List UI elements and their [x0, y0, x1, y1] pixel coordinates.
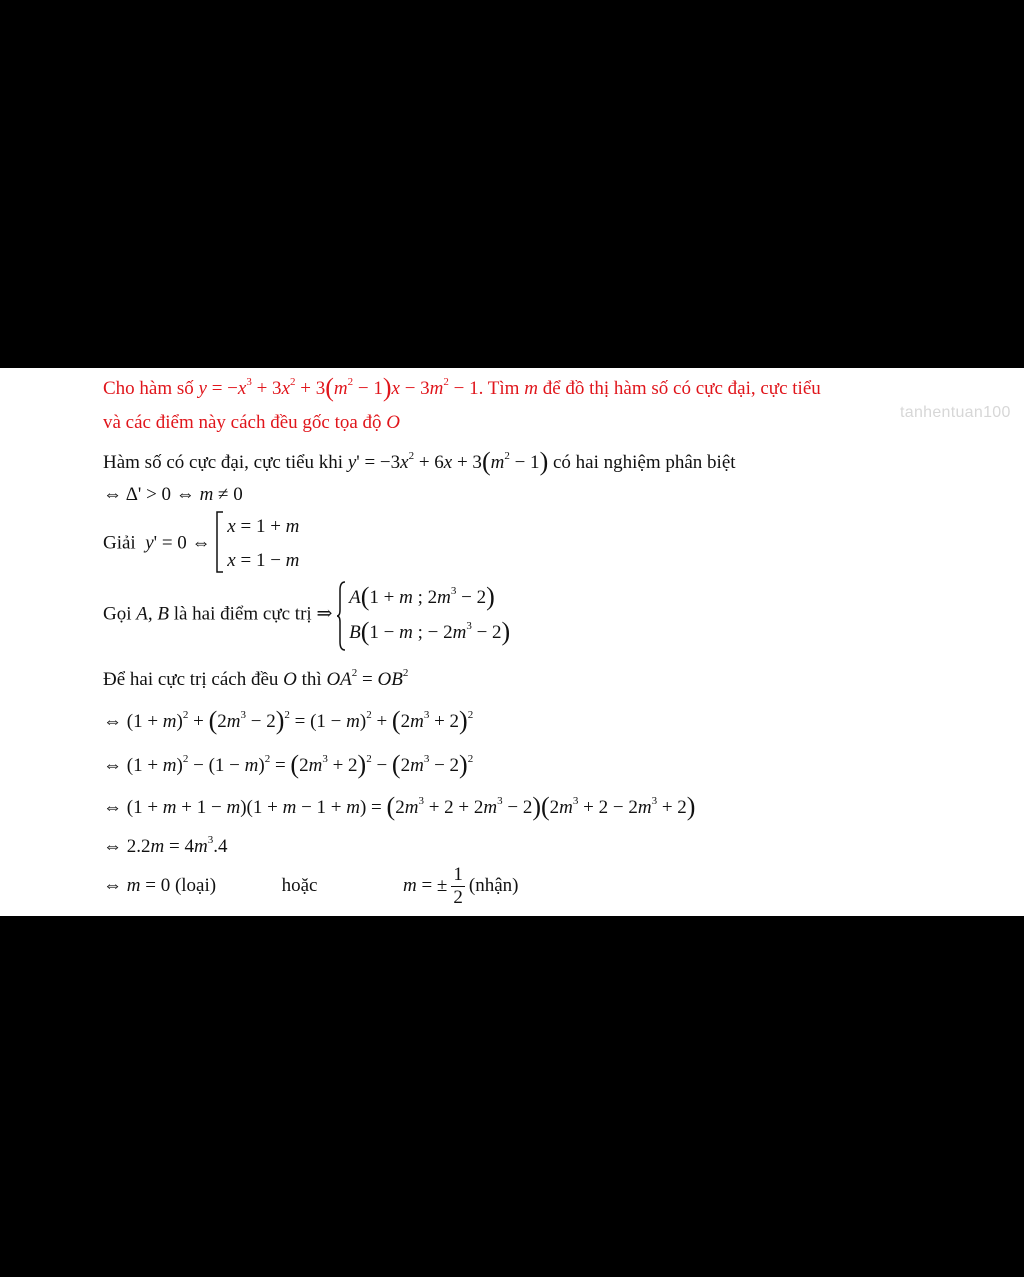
equidistant-var: O	[283, 669, 297, 690]
points-system: A(1 + m ; $2m^3 - 2$) B(1 − m ; − $2m^3 - 2$)	[337, 580, 510, 650]
watermark: tanhentuan100	[900, 404, 1011, 421]
solution-line-delta: ⇔ Δ' > 0 ⇔ m ≠ 0	[103, 484, 243, 505]
two-roots-text: có hai nghiệm phân biệt	[552, 452, 736, 473]
equidistant-thi: thì	[301, 669, 322, 690]
solution-line-eq1: ⇔ $(1 + m)^2 + (2m^3 - 2)^2 = (1 - m)^2 + (2m^3 + 2)^2$	[103, 706, 474, 735]
eq4-coef: 2.2	[126, 836, 151, 857]
function-formula: $y = -x^3 + 3x^2 + 3(m^2 - 1)x - 3m^2 - 1$	[198, 373, 479, 402]
solution-line-eq3: ⇔ $(1 + m + 1 - m)(1 + m - 1 + m) = (2m^3 + 2 + 2m^3 - 2)(2m^3 + 2 - 2m^3 + 2)$	[103, 792, 696, 821]
origin-var: O	[386, 412, 401, 433]
derivative-condition-text: Hàm số có cực đại, cực tiểu khi	[103, 452, 344, 473]
points-label: Gọi	[103, 603, 132, 625]
roots-system: x = 1 + m x = 1 − m	[215, 510, 299, 578]
result-rejected: (loại)	[174, 875, 217, 897]
solution-line-points: Gọi A, B là hai điểm cực trị ⇒ A(1 + m ; $2m^3 - 2$) B(1 − m ; − $2m^3 - 2$)	[103, 580, 510, 650]
points-vars: A, B	[136, 603, 169, 625]
curly-brace-icon	[337, 580, 347, 652]
solution-line-solve: Giải y' = 0 ⇔ x = 1 + m x = 1 − m	[103, 510, 299, 578]
problem-line-2	[103, 412, 400, 435]
solve-label: Giải	[103, 532, 136, 554]
result-or: hoặc	[281, 875, 318, 897]
problem-find: . Tìm	[478, 378, 520, 399]
equidistant-text: Để hai cực trị cách đều	[103, 669, 279, 690]
problem-line-1	[103, 372, 821, 403]
solution-line-equidistant: Để hai cực trị cách đều O thì $OA^2 = OB^2$	[103, 667, 409, 690]
document-page	[0, 368, 1024, 916]
derivative-formula: $y' = -3x^2 + 6x + 3(m^2 - 1)$	[347, 447, 549, 476]
var-m: m	[524, 378, 538, 399]
problem-condition-2: và các điểm này cách đều gốc tọa độ	[103, 412, 382, 433]
problem-intro: Cho hàm số	[103, 378, 194, 399]
points-text: là hai điểm cực trị	[173, 603, 312, 625]
result-accepted: (nhận)	[468, 875, 519, 897]
solution-line-derivative	[103, 446, 736, 477]
solution-line-eq2: ⇔ $(1 + m)^2 - (1 - m)^2 = (2m^3 + 2)^2 - (2m^3 - 2)^2$	[103, 750, 474, 779]
fraction-one-half: $\frac{1}{2}$	[453, 864, 463, 908]
solution-line-eq4: ⇔ $2.2m = 4m^3.4$	[103, 834, 228, 857]
solution-line-result: ⇔ m = 0 (loại) hoặc m = ± $\frac{1}{2}$ (nhận)	[103, 864, 519, 908]
problem-condition: để đồ thị hàm số có cực đại, cực tiểu	[542, 378, 821, 399]
square-bracket-icon	[215, 510, 225, 574]
